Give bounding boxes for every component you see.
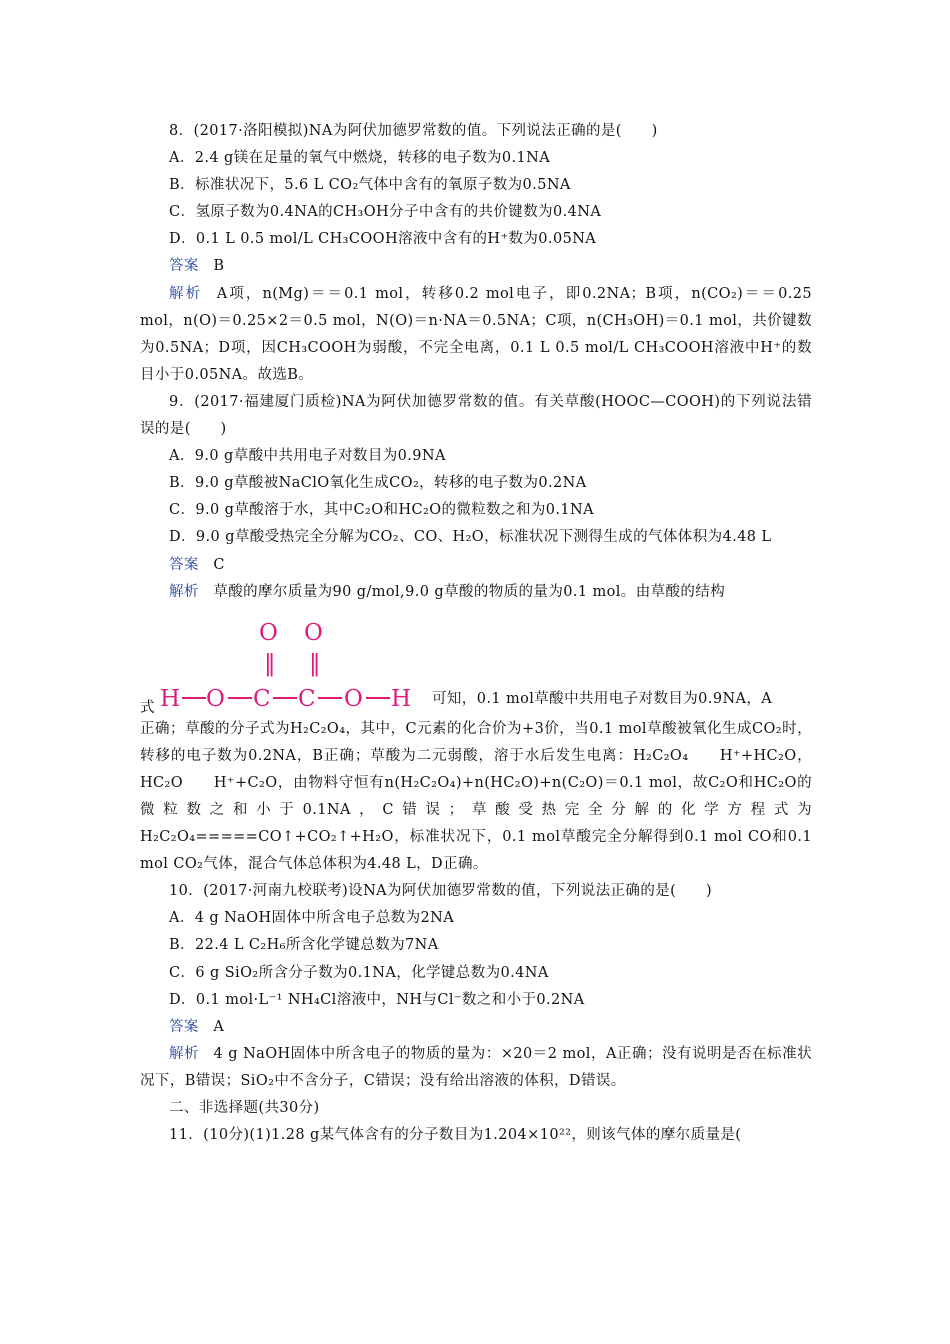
q10-option-c: C．6 g SiO₂所含分子数为0.1NA，化学键总数为0.4NA <box>169 964 549 981</box>
atom-o-left: O <box>206 685 226 712</box>
q9-analysis-start <box>140 579 812 606</box>
q8-option-d: D．0.1 L 0.5 mol/L CH₃COOH溶液中含有的H⁺数为0.05NA <box>169 231 597 248</box>
oxalic-acid-structure <box>140 606 432 716</box>
q10-option-b: B．22.4 L C₂H₆所含化学键总数为7NA <box>169 937 439 954</box>
q8-option-b: B．标准状况下，5.6 L CO₂气体中含有的氧原子数为0.5NA <box>169 177 571 194</box>
double-bond-1: ‖ <box>264 650 276 677</box>
answer-value: C <box>213 556 225 573</box>
atom-o-top-1: O <box>259 619 279 646</box>
analysis-text: 草酸的摩尔质量为90 g/mol,9.0 g草酸的物质的量为0.1 mol。由草酸的结构 <box>213 583 726 600</box>
answer-label: 答案 <box>169 556 199 573</box>
q9-option-b: B．9.0 g草酸被NaClO氧化生成CO₂，转移的电子数为0.2NA <box>169 475 587 492</box>
q9-stem: 9．(2017·福建厦门质检)NA为阿伏加德罗常数的值。有关草酸(HOOC—COOH)的下列说法错误的是( ) <box>140 393 812 438</box>
q9-option-c: C．9.0 g草酸溶于水，其中C₂O和HC₂O的微粒数之和为0.1NA <box>169 502 594 519</box>
structure-prefix-shi: 式 <box>140 699 155 716</box>
q10-answer <box>140 1014 812 1041</box>
atom-o-right: O <box>344 685 364 712</box>
answer-label: 答案 <box>169 1018 199 1035</box>
q8-analysis <box>140 281 812 389</box>
analysis-label: 解析 <box>169 285 203 302</box>
q8-answer <box>140 253 812 280</box>
q8-option-a: A．2.4 g镁在足量的氧气中燃烧，转移的电子数为0.1NA <box>169 150 551 167</box>
answer-label: 答案 <box>169 258 199 275</box>
atom-c1: C <box>253 685 271 712</box>
q10-analysis <box>140 1041 812 1095</box>
q10-option-d: D．0.1 mol·L⁻¹ NH₄Cl溶液中，NH与Cl⁻数之和小于0.2NA <box>169 991 585 1008</box>
q11-stem: 11．(10分)(1)1.28 g某气体含有的分子数目为1.204×10²²，则该气体的摩尔质量是( <box>169 1127 742 1144</box>
atom-c2: C <box>298 685 316 712</box>
atom-h-right: H <box>391 685 412 712</box>
atom-h-left: H <box>160 685 181 712</box>
q10-stem: 10．(2017·河南九校联考)设NA为阿伏加德罗常数的值，下列说法正确的是( ) <box>169 883 713 900</box>
analysis-text: 4 g NaOH固体中所含电子的物质的量为：×20＝2 mol，A正确；没有说明是否在标准状况下，B错误；SiO₂中不含分子，C错误；没有给出溶液的体积，D错误。 <box>140 1045 812 1089</box>
analysis-label: 解析 <box>169 1045 200 1062</box>
analysis-label: 解析 <box>169 583 199 600</box>
document-content <box>140 118 812 1149</box>
q8-option-c: C．氢原子数为0.4NA的CH₃OH分子中含有的共价键数为0.4NA <box>169 204 602 221</box>
atom-o-top-2: O <box>304 619 324 646</box>
q9-option-d: D．9.0 g草酸受热完全分解为CO₂、CO、H₂O，标准状况下测得生成的气体体积为4.48 L <box>169 529 772 546</box>
q9-analysis-continued: 正确；草酸的分子式为H₂C₂O₄，其中，C元素的化合价为+3价，当0.1 mol草酸被氧化生成CO₂时，转移的电子数为0.2NA，B正确；草酸为二元弱酸，溶于水后发生电离：H₂C₂O₄ H⁺+HC₂O，HC₂O H⁺+C₂O，由物料守恒有n(H₂C₂O₄)+n(HC₂O)+n(C₂O)＝0.1 mol，故C₂O和HC₂O的微粒数之和小于0.1NA，C错误；草酸受热完全分解的化学方程式为H₂C₂O₄=====CO↑+CO₂↑+H₂O，标准状况下，0.1 mol草酸完全分解得到0.1 mol CO和0.1 mol CO₂气体，混合气体总体积为4.48 L，D正确。 <box>140 720 812 873</box>
analysis-text: A项，n(Mg)＝＝0.1 mol，转移0.2 mol电子，即0.2NA；B项，n(CO₂)＝＝0.25 mol，n(O)＝0.25×2＝0.5 mol，N(O)＝n·NA＝0.5NA；C项，n(CH₃OH)＝0.1 mol，共价键数为0.5NA；D项，因CH₃COOH为弱酸，不完全电离，0.1 L 0.5 mol/L CH₃COOH溶液中H⁺的数目小于0.05NA。故选B。 <box>140 285 812 383</box>
oxalic-acid-structure-line <box>140 606 812 716</box>
q10-option-a: A．4 g NaOH固体中所含电子总数为2NA <box>169 910 455 927</box>
q9-answer <box>140 552 812 579</box>
answer-value: A <box>213 1018 225 1035</box>
section-heading: 二、非选择题(共30分) <box>169 1100 320 1116</box>
double-bond-2: ‖ <box>309 650 321 677</box>
answer-value: B <box>213 258 225 275</box>
q9-analysis-after-structure: 可知，0.1 mol草酸中共用电子对数目为0.9NA，A <box>432 690 773 707</box>
q9-option-a: A．9.0 g草酸中共用电子对数目为0.9NA <box>169 448 446 465</box>
q8-stem: 8．(2017·洛阳模拟)NA为阿伏加德罗常数的值。下列说法正确的是( ) <box>169 123 658 139</box>
